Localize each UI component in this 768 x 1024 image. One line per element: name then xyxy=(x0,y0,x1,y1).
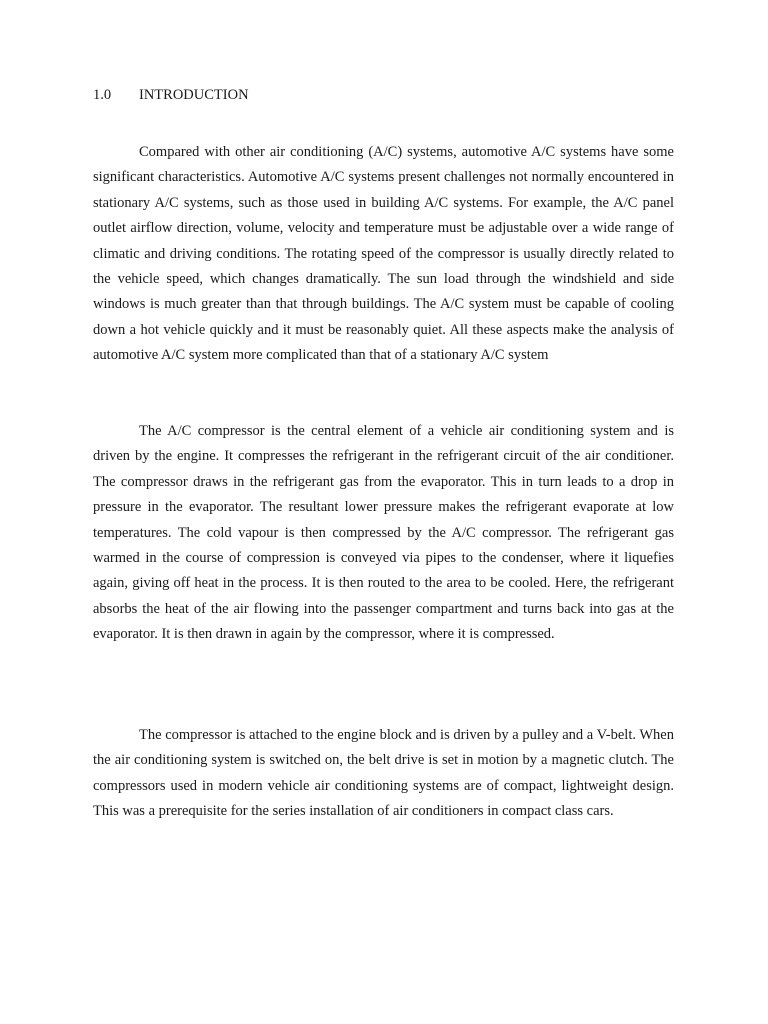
paragraph-compressor-function: The A/C compressor is the central element of a vehicle air conditioning system and is driven by the engine. It compresses the refrigerant in the refrigerant circuit of the air conditioner. The compressor draws in the refrigerant gas from the evaporator. This in turn leads to a drop in pressure in the evaporator. The resultant lower pressure makes the refrigerant evaporate at low temperatures. The cold vapour is then compressed by the A/C compressor. The refrigerant gas warmed in the course of compression is conveyed via pipes to the condenser, where it liquefies again, giving off heat in the process. It is then routed to the area to be cooled. Here, the refrigerant absorbs the heat of the air flowing into the passenger compartment and turns back into gas at the evaporator. It is then drawn in again by the compressor, where it is compressed. xyxy=(93,423,674,643)
paragraph-intro: Compared with other air conditioning (A/C) systems, automotive A/C systems have some significant characteristics. Automotive A/C systems present challenges not normally encountered in stationary A/C systems, such as those used in building A/C systems. For example, the A/C panel outlet airflow direction, volume, velocity and temperature must be adjustable over a wide range of climatic and driving conditions. The rotating speed of the compressor is usually directly related to the vehicle speed, which changes dramatically. The sun load through the windshield and side windows is much greater than that through buildings. The A/C system must be capable of cooling down a hot vehicle quickly and it must be reasonably quiet. All these aspects make the analysis of automotive A/C system more complicated than that of a stationary A/C system xyxy=(93,144,674,364)
section-heading xyxy=(93,86,249,104)
section-title: INTRODUCTION xyxy=(139,87,249,103)
paragraph-compressor-mounting: The compressor is attached to the engine block and is driven by a pulley and a V-belt. When the air conditioning system is switched on, the belt drive is set in motion by a magnetic clutch. The compressors used in modern vehicle air conditioning systems are of compact, lightweight design. This was a prerequisite for the series installation of air conditioners in compact class cars. xyxy=(93,727,674,820)
section-number: 1.0 xyxy=(93,87,112,103)
